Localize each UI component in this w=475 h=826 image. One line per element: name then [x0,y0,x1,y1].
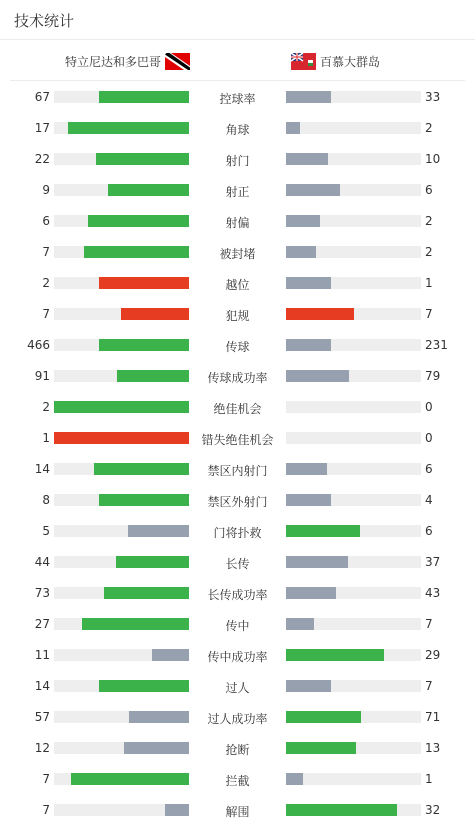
home-bar-track [54,370,189,382]
stats-list [0,81,475,825]
home-bar-fill [88,215,189,227]
away-bar-fill [286,153,328,165]
away-bar-track [286,277,421,289]
home-value: 466 [27,338,50,352]
home-value: 91 [34,369,50,383]
stat-row [0,484,475,515]
home-value: 11 [34,648,50,662]
stat-label: 射门 [225,154,250,168]
away-value: 37 [425,555,441,569]
home-value: 14 [34,679,50,693]
home-value: 44 [34,555,50,569]
home-bar-fill [54,401,189,413]
home-value: 22 [34,152,50,166]
home-bar-fill [84,246,189,258]
stat-row [0,329,475,360]
stat-row [0,763,475,794]
home-bar-track [54,432,189,444]
home-value: 27 [34,617,50,631]
away-bar-track [286,153,421,165]
stat-label: 绝佳机会 [213,402,262,416]
away-bar-fill [286,618,314,630]
stat-row [0,701,475,732]
header-bar [0,0,475,40]
away-bar-fill [286,773,303,785]
away-value: 71 [425,710,441,724]
home-bar-track [54,649,189,661]
home-bar-track [54,804,189,816]
away-value: 1 [425,772,433,786]
home-bar-fill [116,556,189,568]
home-value: 1 [42,431,50,445]
home-bar-track [54,401,189,413]
home-bar-track [54,215,189,227]
away-bar-fill [286,215,320,227]
home-bar-fill [54,432,189,444]
home-value: 17 [34,121,50,135]
home-bar-fill [129,711,189,723]
stat-label: 角球 [225,123,250,137]
away-bar-fill [286,122,300,134]
home-bar-track [54,711,189,723]
stat-label: 长传 [225,557,250,571]
away-bar-fill [286,277,331,289]
away-value: 79 [425,369,441,383]
away-bar-track [286,494,421,506]
home-bar-track [54,525,189,537]
home-value: 7 [42,772,50,786]
away-value: 6 [425,462,433,476]
away-value: 2 [425,245,433,259]
stat-label: 越位 [225,278,250,292]
stat-label: 解围 [225,805,250,819]
teams-header [10,41,465,81]
home-bar-fill [68,122,189,134]
away-value: 1 [425,276,433,290]
home-bar-fill [99,339,189,351]
away-bar-track [286,804,421,816]
stat-row [0,515,475,546]
stat-row [0,236,475,267]
away-team[interactable] [291,53,380,70]
home-value: 9 [42,183,50,197]
stat-label: 犯规 [225,309,250,323]
home-bar-track [54,122,189,134]
home-value: 8 [42,493,50,507]
away-value: 33 [425,90,441,104]
away-bar-fill [286,184,340,196]
home-value: 57 [34,710,50,724]
stat-label: 拦截 [225,774,250,788]
trinidad-and-tobago-flag-icon [165,53,190,70]
away-value: 29 [425,648,441,662]
away-bar-fill [286,711,361,723]
home-bar-track [54,618,189,630]
away-value: 6 [425,524,433,538]
stat-row [0,639,475,670]
stat-label: 传球成功率 [207,371,268,385]
away-bar-track [286,122,421,134]
away-bar-track [286,618,421,630]
away-value: 10 [425,152,441,166]
away-value: 43 [425,586,441,600]
away-bar-track [286,91,421,103]
stat-label: 禁区内射门 [207,464,268,478]
away-value: 7 [425,679,433,693]
away-bar-track [286,680,421,692]
away-value: 0 [425,400,433,414]
away-bar-track [286,432,421,444]
away-team-name: 百慕大群岛 [320,55,381,69]
away-bar-track [286,463,421,475]
home-bar-track [54,463,189,475]
home-bar-track [54,91,189,103]
away-bar-fill [286,494,331,506]
home-value: 7 [42,307,50,321]
away-bar-track [286,649,421,661]
page-title: 技术统计 [14,12,75,30]
away-bar-fill [286,556,348,568]
home-value: 7 [42,245,50,259]
stat-row [0,391,475,422]
away-bar-track [286,711,421,723]
home-bar-track [54,339,189,351]
away-value: 13 [425,741,441,755]
home-value: 67 [34,90,50,104]
home-bar-track [54,277,189,289]
stat-row [0,298,475,329]
home-value: 6 [42,214,50,228]
home-bar-fill [99,494,189,506]
home-bar-fill [96,153,189,165]
away-bar-fill [286,587,336,599]
home-bar-track [54,680,189,692]
stat-row [0,546,475,577]
away-bar-fill [286,804,397,816]
away-bar-fill [286,742,356,754]
home-bar-fill [99,91,189,103]
away-bar-fill [286,308,354,320]
stat-row [0,732,475,763]
stat-row [0,267,475,298]
home-bar-fill [71,773,189,785]
stat-label: 错失绝佳机会 [201,433,274,447]
away-bar-fill [286,463,327,475]
stat-row [0,81,475,112]
away-value: 2 [425,214,433,228]
stat-label: 过人 [225,681,250,695]
away-bar-track [286,556,421,568]
stat-row [0,577,475,608]
home-bar-track [54,773,189,785]
away-bar-track [286,246,421,258]
stat-row [0,453,475,484]
stat-row [0,112,475,143]
stat-row [0,670,475,701]
stat-row [0,422,475,453]
away-bar-track [286,370,421,382]
stat-label: 传中成功率 [207,650,268,664]
stat-label: 抢断 [225,743,250,757]
home-bar-track [54,587,189,599]
stat-label: 禁区外射门 [207,495,268,509]
home-bar-fill [165,804,189,816]
bermuda-flag-icon [291,53,316,70]
stat-label: 射正 [225,185,250,199]
home-value: 14 [34,462,50,476]
away-value: 4 [425,493,433,507]
away-value: 32 [425,803,441,817]
away-bar-track [286,401,421,413]
away-bar-track [286,742,421,754]
stat-label: 传中 [225,619,250,633]
home-bar-track [54,556,189,568]
home-bar-fill [104,587,189,599]
away-value: 0 [425,431,433,445]
home-bar-fill [99,680,189,692]
away-bar-track [286,587,421,599]
stat-row [0,608,475,639]
home-bar-track [54,742,189,754]
home-bar-fill [121,308,189,320]
stat-label: 长传成功率 [207,588,268,602]
away-value: 231 [425,338,448,352]
home-bar-fill [128,525,189,537]
home-bar-fill [99,277,189,289]
stat-row [0,174,475,205]
home-bar-track [54,246,189,258]
away-value: 7 [425,307,433,321]
stat-row [0,360,475,391]
stat-label: 过人成功率 [207,712,268,726]
away-bar-fill [286,649,384,661]
home-team[interactable] [65,53,190,70]
stat-label: 控球率 [219,92,256,106]
away-bar-track [286,525,421,537]
stat-row [0,143,475,174]
home-bar-fill [124,742,189,754]
away-bar-fill [286,525,360,537]
home-bar-fill [82,618,189,630]
home-value: 73 [34,586,50,600]
home-bar-fill [152,649,189,661]
away-bar-track [286,339,421,351]
stat-row [0,205,475,236]
home-bar-fill [94,463,189,475]
home-bar-track [54,153,189,165]
away-bar-fill [286,246,316,258]
away-bar-track [286,215,421,227]
away-bar-fill [286,91,331,103]
away-bar-fill [286,339,331,351]
away-bar-track [286,773,421,785]
away-bar-fill [286,370,349,382]
stat-label: 射偏 [225,216,250,230]
home-value: 7 [42,803,50,817]
away-value: 7 [425,617,433,631]
away-bar-fill [286,680,331,692]
home-bar-fill [108,184,189,196]
home-bar-fill [117,370,189,382]
stat-label: 传球 [225,340,250,354]
stat-label: 门将扑救 [213,526,262,540]
home-bar-track [54,308,189,320]
away-bar-track [286,184,421,196]
home-value: 5 [42,524,50,538]
home-value: 12 [34,741,50,755]
home-value: 2 [42,400,50,414]
home-bar-track [54,184,189,196]
home-value: 2 [42,276,50,290]
away-bar-track [286,308,421,320]
stat-label: 被封堵 [219,247,256,261]
away-value: 2 [425,121,433,135]
stat-row [0,794,475,825]
away-value: 6 [425,183,433,197]
home-team-name: 特立尼达和多巴哥 [64,55,161,69]
home-bar-track [54,494,189,506]
